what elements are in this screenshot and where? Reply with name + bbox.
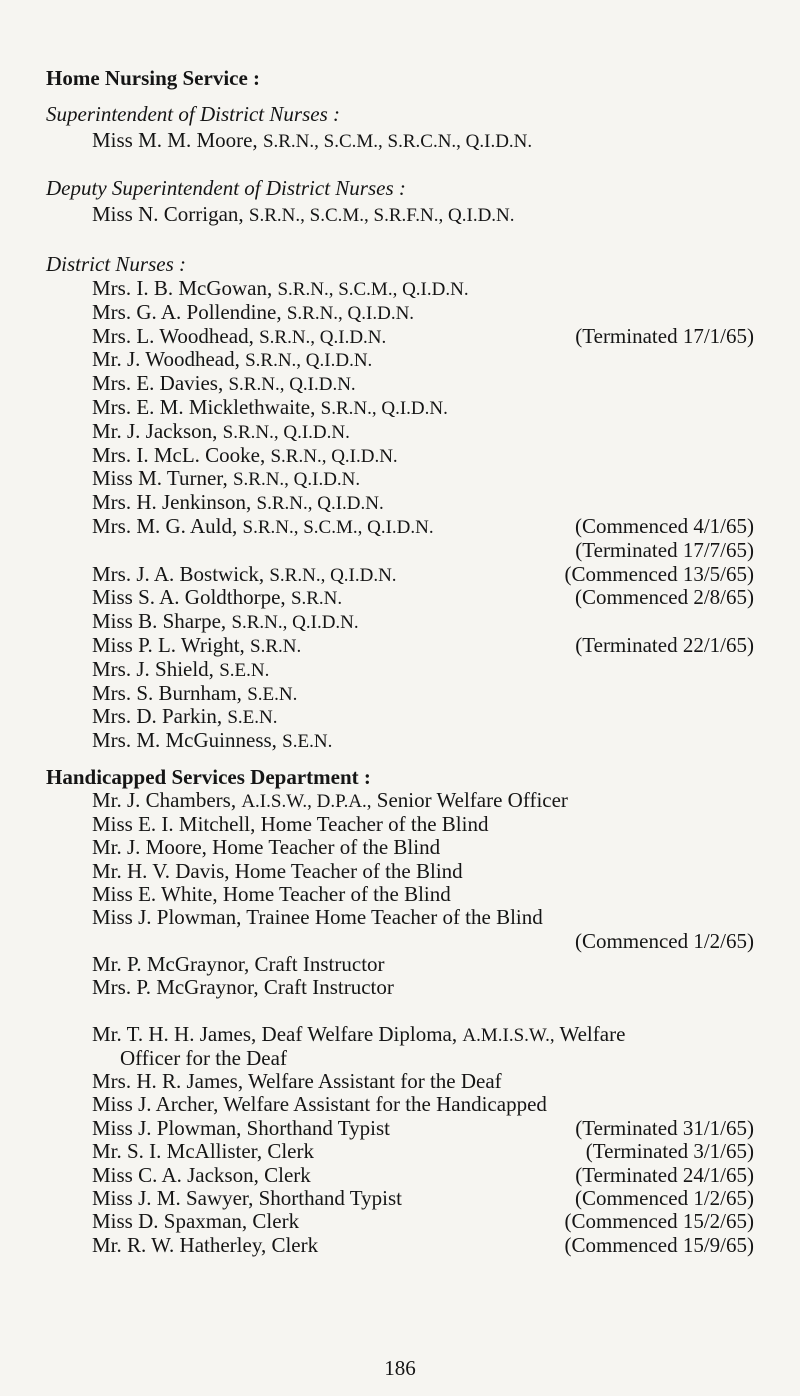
- staff-note: (Commenced 1/2/65): [574, 928, 754, 953]
- staff-note: (Commenced 1/2/65): [574, 1186, 754, 1210]
- page-number: 186: [384, 1356, 416, 1380]
- staff-entry: [92, 1092, 754, 1116]
- staff-text: Mr. R. W. Hatherley, Clerk: [92, 1232, 319, 1257]
- staff-entry: [92, 1116, 754, 1140]
- nurse-name: Mr. J. Jackson,: [92, 418, 218, 443]
- james-entry: [92, 1022, 754, 1048]
- staff-note: (Terminated 24/1/65): [575, 1162, 754, 1187]
- nurse-note: (Commenced 4/1/65): [574, 514, 754, 538]
- nurse-quals: S.R.N., S.C.M., Q.I.D.N.: [277, 279, 469, 300]
- nurse-entry: [92, 443, 754, 469]
- staff-entry: [92, 859, 754, 883]
- nurse-name: Miss B. Sharpe,: [92, 609, 227, 634]
- nurse-entry: [92, 371, 754, 397]
- nurse-entry: [92, 324, 754, 350]
- nurse-name: Miss S. A. Goldthorpe,: [92, 585, 286, 610]
- superintendent-quals: S.R.N., S.C.M., S.R.C.N., Q.I.D.N.: [262, 131, 533, 152]
- nurse-quals: S.E.N.: [282, 731, 333, 753]
- nurse-name: Mrs. S. Burnham,: [92, 680, 242, 705]
- staff-note: (Commenced 15/9/65): [564, 1232, 754, 1257]
- nurse-quals: S.R.N., Q.I.D.N.: [286, 302, 415, 324]
- nurse-name: Mrs. D. Parkin,: [92, 704, 223, 729]
- deputy-title: Deputy Superintendent of District Nurses :: [46, 176, 406, 200]
- staff-text: Miss C. A. Jackson, Clerk: [92, 1162, 311, 1187]
- staff-entry: [92, 1233, 754, 1257]
- nurse-quals: S.R.N., Q.I.D.N.: [269, 564, 397, 586]
- nurse-entry: [92, 657, 754, 683]
- nurse-entry: [92, 562, 754, 588]
- nurse-name: Mrs. I. B. McGowan,: [92, 276, 273, 300]
- nurse-entry: [92, 585, 754, 611]
- staff-note: (Terminated 31/1/65): [575, 1115, 754, 1140]
- nurse-name: Mrs. M. McGuinness,: [92, 728, 277, 753]
- deputy-quals: S.R.N., S.C.M., S.R.F.N., Q.I.D.N.: [248, 205, 515, 226]
- nurse-quals: S.E.N.: [227, 707, 278, 729]
- chambers-name: Mr. J. Chambers,: [92, 788, 237, 812]
- chambers-quals: A.I.S.W., D.P.A.,: [241, 791, 372, 812]
- nurse-name: Mrs. J. A. Bostwick,: [92, 561, 265, 586]
- nurse-name: Mrs. E. Davies,: [92, 371, 224, 396]
- staff-entry: [92, 835, 754, 859]
- nurse-entry: [92, 419, 754, 445]
- staff-text: Miss E. White, Home Teacher of the Blind: [92, 881, 451, 906]
- nurse-quals: S.R.N., S.C.M., Q.I.D.N.: [242, 517, 434, 538]
- nurse-quals: S.E.N.: [219, 659, 270, 681]
- staff-entry: [92, 905, 754, 929]
- staff-entry: [92, 952, 754, 976]
- james-tail: Welfare: [559, 1022, 626, 1046]
- nurse-quals: S.R.N., Q.I.D.N.: [232, 469, 361, 491]
- nurse-name: Mrs. I. McL. Cooke,: [92, 442, 266, 467]
- nurse-quals: S.R.N., Q.I.D.N.: [222, 421, 350, 443]
- james-name: Mr. T. H. H. James, Deaf Welfare Diploma,: [92, 1022, 458, 1046]
- staff-text: Mr. H. V. Davis, Home Teacher of the Blind: [92, 858, 463, 883]
- staff-entry: [92, 975, 754, 999]
- staff-text: Mr. S. I. McAllister, Clerk: [92, 1139, 314, 1164]
- nurse-entry: [92, 728, 754, 754]
- nurse-quals: S.E.N.: [247, 683, 298, 705]
- staff-note: (Terminated 3/1/65): [585, 1139, 754, 1164]
- nurse-entry: [92, 681, 754, 707]
- nurse-quals: S.R.N., Q.I.D.N.: [228, 374, 356, 396]
- staff-entry: [92, 1069, 754, 1093]
- staff-note: (Commenced 15/2/65): [564, 1209, 754, 1234]
- staff-text: Miss J. Plowman, Shorthand Typist: [92, 1115, 391, 1140]
- deputy-entry: [92, 202, 754, 228]
- deputy-name: Miss N. Corrigan,: [92, 202, 244, 226]
- staff-text: Mr. P. McGraynor, Craft Instructor: [92, 951, 385, 976]
- nurse-name: Miss M. Turner,: [92, 466, 228, 491]
- nurse-note: (Terminated 22/1/65): [575, 633, 754, 657]
- nurse-entry: [92, 609, 754, 635]
- superintendent-entry: [92, 128, 754, 154]
- nurse-entry: [92, 514, 754, 540]
- staff-text: Miss E. I. Mitchell, Home Teacher of the Blind: [92, 812, 489, 836]
- nurse-entry: [92, 633, 754, 659]
- superintendent-name: Miss M. M. Moore,: [92, 128, 258, 152]
- staff-entry: [92, 882, 754, 906]
- nurse-quals: S.R.N., Q.I.D.N.: [270, 445, 398, 467]
- nurse-quals: S.R.N., Q.I.D.N.: [259, 326, 387, 348]
- nurse-quals: S.R.N., Q.I.D.N.: [320, 398, 448, 419]
- nurse-name: Mrs. L. Woodhead,: [92, 323, 254, 348]
- handicapped-heading: Handicapped Services Department :: [46, 765, 371, 789]
- nurse-entry: [92, 466, 754, 492]
- nurse-entry: [92, 347, 754, 373]
- nurse-note: (Commenced 2/8/65): [574, 585, 754, 610]
- staff-text: Miss J. Archer, Welfare Assistant for the Handicapped: [92, 1092, 547, 1117]
- nurse-quals: S.R.N.: [250, 636, 302, 657]
- staff-entry: [92, 1139, 754, 1163]
- nurse-name: Mrs. H. Jenkinson,: [92, 490, 252, 515]
- nurse-note: (Terminated 17/1/65): [575, 323, 754, 348]
- district-nurses-title: District Nurses :: [46, 252, 187, 276]
- nurse-quals: S.R.N., Q.I.D.N.: [256, 493, 384, 515]
- nurse-name: Mrs. G. A. Pollendine,: [92, 299, 282, 324]
- nurse-entry: [92, 704, 754, 730]
- staff-entry: [92, 1163, 754, 1187]
- staff-entry: [92, 1186, 754, 1210]
- nurse-name: Mr. J. Woodhead,: [92, 347, 240, 372]
- staff-text: Miss J. M. Sawyer, Shorthand Typist: [92, 1186, 402, 1210]
- nurse-quals: S.R.N., Q.I.D.N.: [245, 350, 373, 372]
- nurse-name: Mrs. E. M. Micklethwaite,: [92, 395, 316, 419]
- staff-text: Mrs. H. R. James, Welfare Assistant for the Deaf: [92, 1069, 502, 1093]
- nurse-entry: [92, 276, 754, 302]
- chambers-role: Senior Welfare Officer: [376, 788, 568, 812]
- nurse-name: Miss P. L. Wright,: [92, 633, 245, 657]
- nurse-quals: S.R.N., Q.I.D.N.: [231, 612, 359, 634]
- chambers-entry: [92, 788, 754, 814]
- staff-entry: [92, 1209, 754, 1233]
- superintendent-title: Superintendent of District Nurses :: [46, 102, 340, 126]
- nurse-name: Mrs. M. G. Auld,: [92, 514, 238, 538]
- staff-text: Mr. J. Moore, Home Teacher of the Blind: [92, 835, 441, 860]
- home-nursing-heading: Home Nursing Service :: [46, 66, 261, 90]
- staff-text: Miss D. Spaxman, Clerk: [92, 1209, 300, 1234]
- nurse-note: (Terminated 17/7/65): [575, 537, 754, 562]
- nurse-entry: [92, 395, 754, 421]
- nurse-quals: S.R.N.: [290, 588, 343, 610]
- nurse-name: Mrs. J. Shield,: [92, 656, 214, 681]
- staff-text: Mrs. P. McGraynor, Craft Instructor: [92, 975, 394, 1000]
- james-continuation: Officer for the Deaf: [120, 1046, 287, 1070]
- nurse-entry: [92, 490, 754, 516]
- staff-entry: [92, 812, 754, 836]
- nurse-note: (Commenced 13/5/65): [564, 561, 754, 586]
- staff-text: Miss J. Plowman, Trainee Home Teacher of the Blind: [92, 905, 543, 930]
- nurse-entry: [92, 300, 754, 326]
- james-quals: A.M.I.S.W.,: [462, 1025, 555, 1046]
